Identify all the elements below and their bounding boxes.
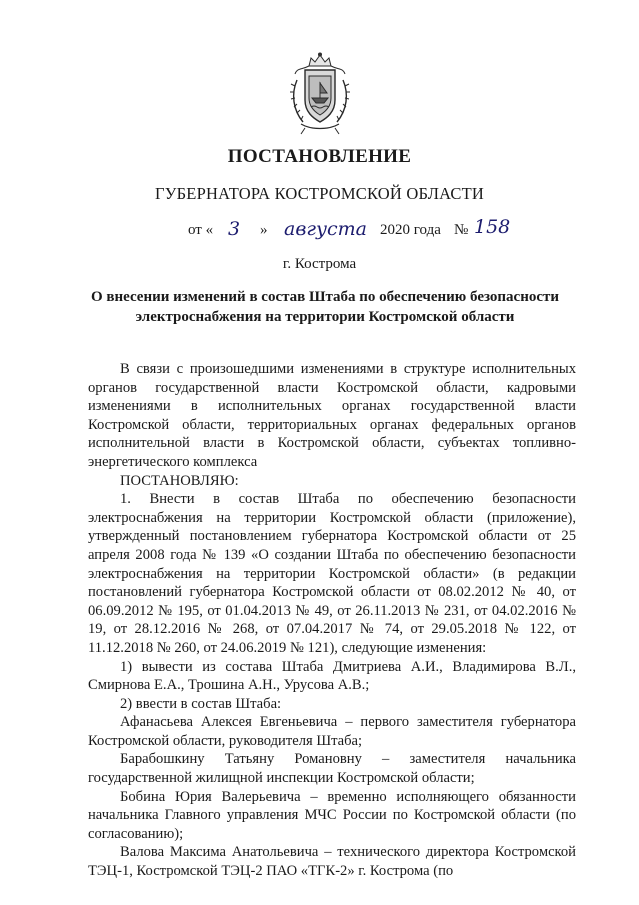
body-paragraph: В связи с произошедшими изменениями в структуре исполнительных органов государственной власти Костромской области, кадровыми изменениями в исполнительных органах государственной власти Костромской области, территориальных органах федеральных органов исполнительной власти в Костромской области, субъектах топливно-энергетического комплекса [88,361,576,470]
city-name: г. Кострома [282,256,357,272]
coat-of-arms-icon [287,52,353,136]
body-paragraph: Валова Максима Анатольевича – технического директора Костромской ТЭЦ-1, Костромской ТЭЦ-2 ПАО «ТГК-2» г. Кострома (по [88,844,576,880]
document-heading [60,287,590,327]
issuer-name: ГУБЕРНАТОРА КОСТРОМСКОЙ ОБЛАСТИ [155,184,484,203]
body-paragraph: Бобина Юрия Валерьевича – временно исполняющего обязанности начальника Главного управления МЧС России по Костромской области (по согласованию); [88,788,576,842]
document-title: ПОСТАНОВЛЕНИЕ [227,146,412,167]
body-paragraph: Афанасьева Алексея Евгеньевича – первого заместителя губернатора Костромской области, руководителя Штаба; [88,714,576,749]
body-paragraph-decree: ПОСТАНОВЛЯЮ: [120,472,239,489]
heading-line-1: О внесении изменений в состав Штаба по обеспечению безопасности [90,289,560,305]
number-sign: № [454,222,469,238]
date-line [188,218,518,246]
body-paragraph: 1) вывести из состава Штаба Дмитриева А.И., Владимирова В.Л., Смирнова Е.А., Трошина А.Н., Урусова А.В.; [88,658,576,694]
body-paragraph: Барабошкину Татьяну Романовну – заместителя начальника государственной жилищной инспекции Костромской области; [88,751,576,787]
document-body [88,360,576,881]
date-month-handwritten: августа [284,218,367,240]
heading-line-2: электроснабжения на территории Костромской области [135,309,515,325]
body-paragraph: 2) ввести в состав Штаба: [120,695,282,712]
body-paragraph: 1. Внести в состав Штаба по обеспечению безопасности электроснабжения на территории Костромской области (приложение), утвержденный постановлением губернатора Костромской области от 25 апреля 2008 года № 139 «О создании Штаба по обеспечению безопасности электроснабжения на территории Костромской области» (в редакции постановлений губернатора Костромской области от 08.02.2012 № 40, от 06.09.2012 № 195, от 01.04.2013 № 49, от 26.11.2013 № 231, от 04.02.2016 № 19, от 28.12.2016 № 268, от 07.04.2017 № 74, от 29.05.2018 № 122, от 11.12.2018 № 260, от 24.06.2019 № 121), следующие изменения: [88,491,576,656]
document-number-handwritten: 158 [474,216,511,238]
date-year: 2020 года [380,222,441,238]
date-prefix: от « [188,222,214,238]
date-quote-close: » [260,222,268,238]
date-day-handwritten: 3 [228,218,241,240]
